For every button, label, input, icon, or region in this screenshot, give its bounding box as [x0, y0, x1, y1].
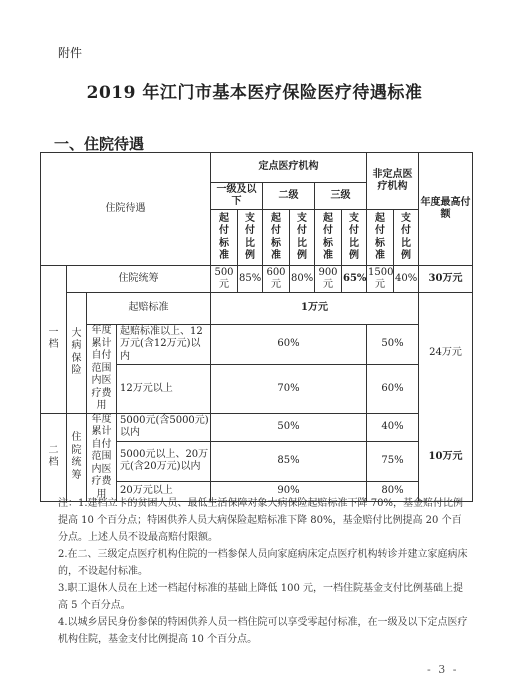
document-title: 2019 年江门市基本医疗保险医疗待遇标准 [86, 83, 423, 103]
cell-value: 80% [290, 266, 315, 293]
level-3-header: 三级 [315, 183, 367, 210]
attachment-label: 附件 [58, 46, 83, 60]
cell-value: 65% [342, 266, 367, 293]
non-designated-ratio: 50% [367, 325, 419, 365]
range-label: 20万元以上 [117, 481, 211, 501]
deductible-value: 1万元 [211, 293, 419, 325]
note-1: 注：1.建档立卡的贫困人员、最低生活保障对象大病保险起赔标准下降 70%，基金赔付比例提高 10 个百分点；特困供养人员大病保险起赔标准下降 80%，基金赔付比例提高 20 个百分点。上述人员不设最高赔付限额。 [58, 498, 463, 543]
range-label: 5000元以上、20万元(含20万元)以内 [117, 441, 211, 481]
ratio-subheader: 支付比例 [401, 212, 411, 261]
cost-range-label: 年度累计自付范围内医疗费用 [87, 325, 117, 414]
annual-max-value: 24万元 [419, 293, 473, 414]
cell-value: 900元 [315, 266, 342, 293]
cell-value: 500元 [211, 266, 238, 293]
table-row [41, 266, 473, 293]
notes-block [58, 495, 470, 648]
designated-ratio: 60% [211, 325, 367, 365]
range-label: 12万元以上 [117, 365, 211, 414]
deductible-subheader: 起付标准 [323, 212, 333, 261]
non-designated-ratio: 60% [367, 365, 419, 414]
note-2: 2.在二、三级定点医疗机构住院的一档参保人员向家庭病床定点医疗机构转诊并建立家庭病床的，不设起付标准。 [58, 549, 468, 577]
designated-ratio: 85% [211, 441, 367, 481]
deductible-label: 起赔标准 [87, 293, 211, 325]
annual-max-value: 30万元 [419, 266, 473, 293]
annual-max-value: 10万元 [419, 413, 473, 502]
designated-header: 定点医疗机构 [211, 153, 367, 183]
serious-illness-label: 大病保险 [71, 327, 82, 377]
non-designated-ratio: 40% [367, 413, 419, 441]
table-row [41, 293, 473, 325]
designated-ratio: 70% [211, 365, 367, 414]
annual-max-header: 年度最高付额 [419, 153, 473, 266]
non-designated-ratio: 75% [367, 441, 419, 481]
ratio-subheader: 支付比例 [349, 212, 359, 261]
cell-value: 40% [394, 266, 419, 293]
tier2-pooling-label: 住院统筹 [71, 432, 82, 481]
cell-value: 1500元 [367, 266, 394, 293]
cell-value: 600元 [263, 266, 290, 293]
note-3: 3.职工退休人员在上述一档起付标准的基础上降低 100 元，一档住院基金支付比例基础上提高 5 个百分点。 [58, 583, 463, 611]
table-row [41, 325, 473, 365]
designated-ratio: 90% [211, 481, 367, 501]
non-designated-ratio: 80% [367, 481, 419, 501]
ratio-subheader: 支付比例 [245, 212, 255, 261]
pooling-label: 住院统筹 [67, 266, 211, 293]
section-heading: 一、住院待遇 [54, 135, 145, 153]
range-label: 5000元(含5000元)以内 [117, 413, 211, 441]
level-2-header: 二级 [263, 183, 315, 210]
page-number: - 3 - [427, 663, 459, 676]
level-1-header: 一级及以下 [211, 183, 263, 210]
deductible-subheader: 起付标准 [375, 212, 385, 261]
non-designated-header: 非定点医疗机构 [367, 153, 419, 210]
ratio-subheader: 支付比例 [297, 212, 307, 261]
designated-ratio: 50% [211, 413, 367, 441]
deductible-subheader: 起付标准 [271, 212, 281, 261]
range-label: 起赔标准以上、12万元(含12万元)以内 [117, 325, 211, 365]
cell-value: 85% [238, 266, 263, 293]
table-row [41, 413, 473, 441]
note-4: 4.以城乡居民身份参保的特困供养人员一档住院可以享受零起付标准，在一级及以下定点医疗机构住院，基金支付比例提高 10 个百分点。 [58, 617, 468, 645]
benefits-table [40, 152, 473, 502]
corner-header: 住院待遇 [41, 153, 211, 266]
tier-2-label: 二档 [48, 444, 59, 469]
deductible-subheader: 起付标准 [219, 212, 229, 261]
tier-1-label: 一档 [48, 326, 59, 351]
cost-range-label: 年度累计自付范围内医疗费用 [87, 413, 117, 502]
